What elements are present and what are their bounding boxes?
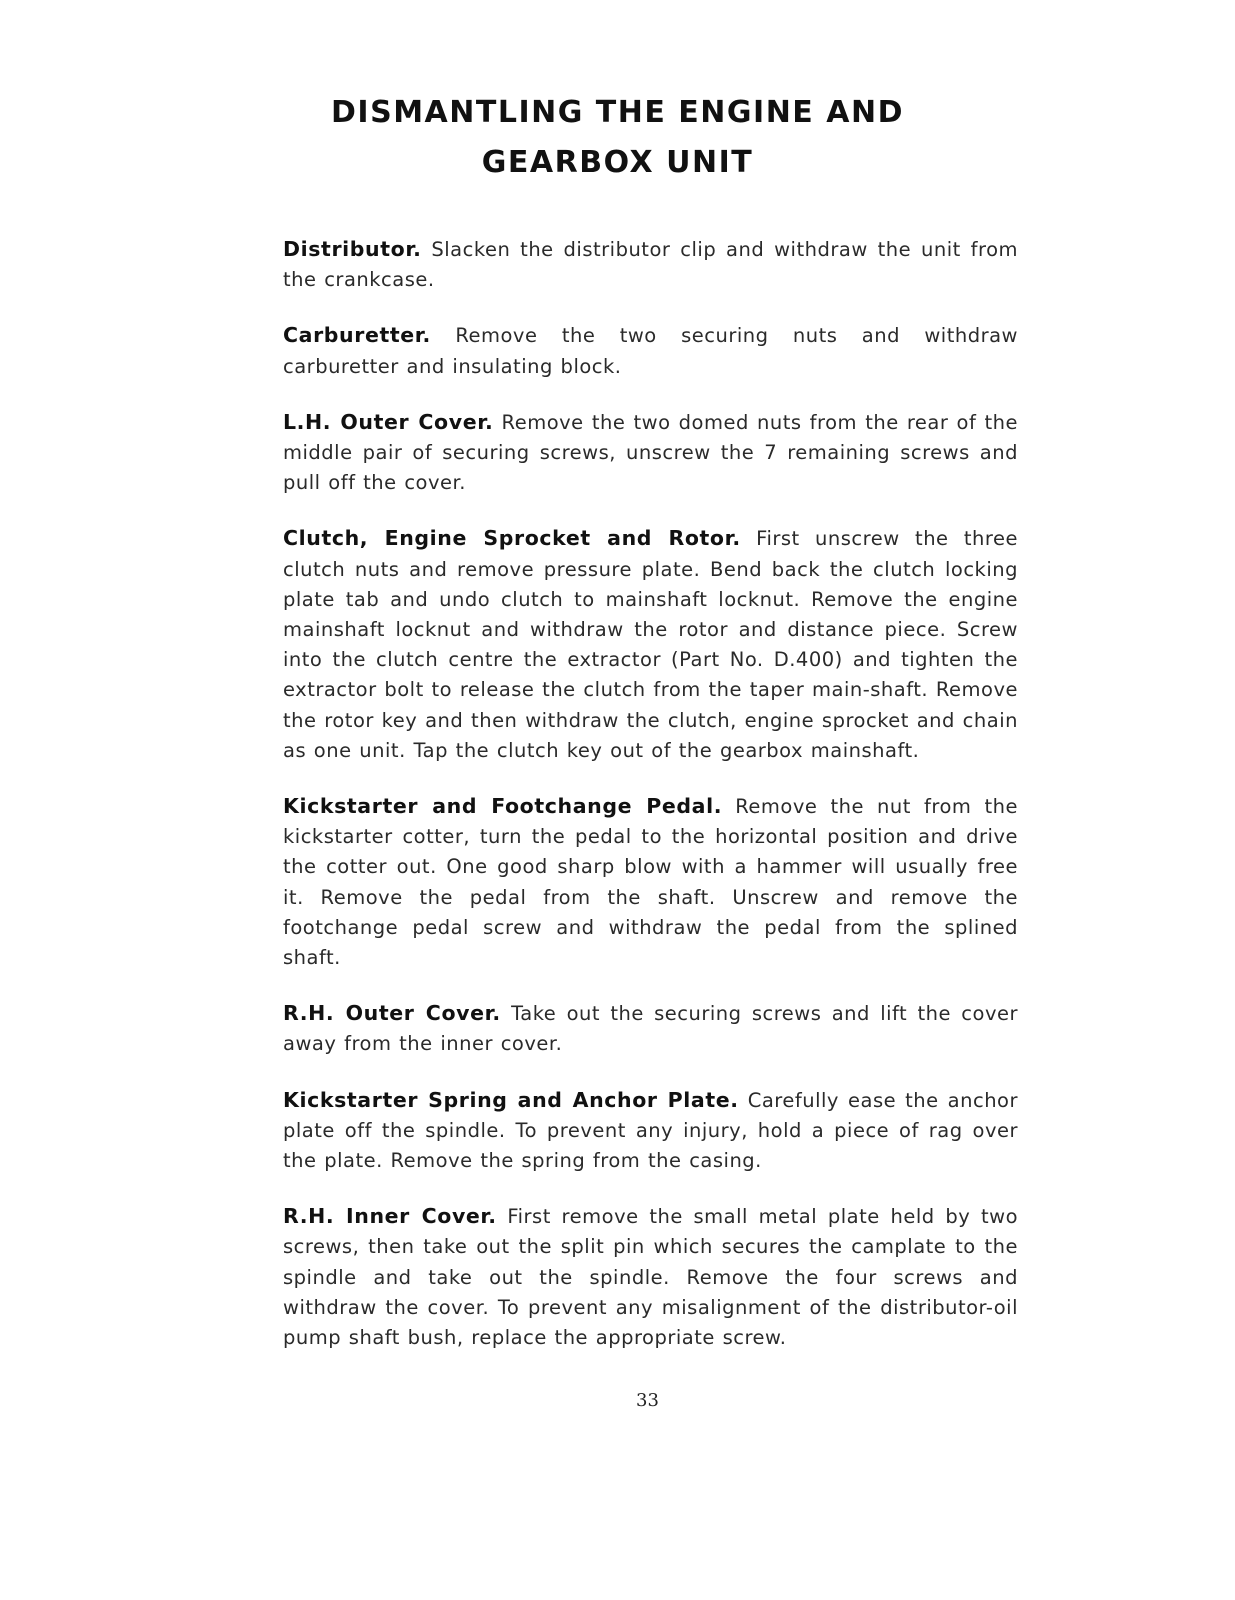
section-text: First remove the small metal plate held by two screws, then take out the split pin which secures the camplate to the spindle and take out the spindle. Remove the four screws and withdraw the cover. To prevent any misalignment of the distributor-oil pump shaft bush, replace the appropriate screw.: [283, 1205, 1018, 1350]
section-text: Slacken the distributor clip and withdraw the unit from the crankcase.: [283, 238, 1019, 292]
section-heading: R.H. Outer Cover.: [283, 1001, 501, 1026]
instructions-body: [283, 234, 1018, 1378]
page-title: [250, 88, 985, 188]
section-heading: R.H. Inner Cover.: [283, 1204, 497, 1229]
section-heading: Clutch, Engine Sprocket and Rotor.: [283, 526, 741, 551]
section-text: Remove the two securing nuts and withdraw carburetter and insulating block.: [283, 324, 1018, 378]
section-text: Take out the securing screws and lift the cover away from the inner cover.: [283, 1002, 1018, 1056]
section-lh-outer-cover: [283, 407, 1018, 499]
section-heading: Carburetter.: [283, 323, 431, 348]
section-text: First unscrew the three clutch nuts and remove pressure plate. Bend back the clutch locking plate tab and undo clutch to mainshaft locknut. Remove the engine mainshaft locknut and withdraw the rotor and distance piece. Screw into the clutch centre the extractor (Part No. D.400) and tighten the extractor bolt to release the clutch from the taper main-shaft. Remove the rotor key and then withdraw the clutch, engine sprocket and chain as one unit. Tap the clutch key out of the gearbox mainshaft.: [283, 527, 1018, 762]
section-clutch-sprocket-rotor: [283, 523, 1018, 766]
section-heading: Kickstarter and Footchange Pedal.: [283, 794, 723, 819]
page-title-line-2: GEARBOX UNIT: [481, 145, 754, 180]
page-title-line-1: DISMANTLING THE ENGINE AND: [331, 95, 904, 130]
section-kickstarter-footchange: [283, 791, 1018, 973]
section-distributor: [283, 234, 1018, 295]
section-heading: Kickstarter Spring and Anchor Plate.: [283, 1087, 739, 1112]
section-rh-inner-cover: [283, 1201, 1018, 1353]
section-text: Remove the nut from the kickstarter cotter, turn the pedal to the horizontal position and drive the cotter out. One good sharp blow with a hammer will usually free it. Remove the pedal from the shaft. Unscrew and remove the footchange pedal screw and withdraw the pedal from the splined shaft.: [283, 795, 1018, 970]
section-text: Carefully ease the anchor plate off the spindle. To prevent any injury, hold a piece of rag over the plate. Remove the spring from the casing.: [283, 1088, 1019, 1173]
section-heading: L.H. Outer Cover.: [283, 409, 494, 434]
section-kickstarter-spring: [283, 1085, 1018, 1177]
section-carburetter: [283, 320, 1018, 381]
section-text: Remove the two domed nuts from the rear of the middle pair of securing screws, unscrew the 7 remaining screws and pull off the cover.: [283, 410, 1018, 495]
section-heading: Distributor.: [283, 237, 422, 261]
page-number: 33: [636, 1390, 659, 1411]
section-rh-outer-cover: [283, 998, 1018, 1059]
